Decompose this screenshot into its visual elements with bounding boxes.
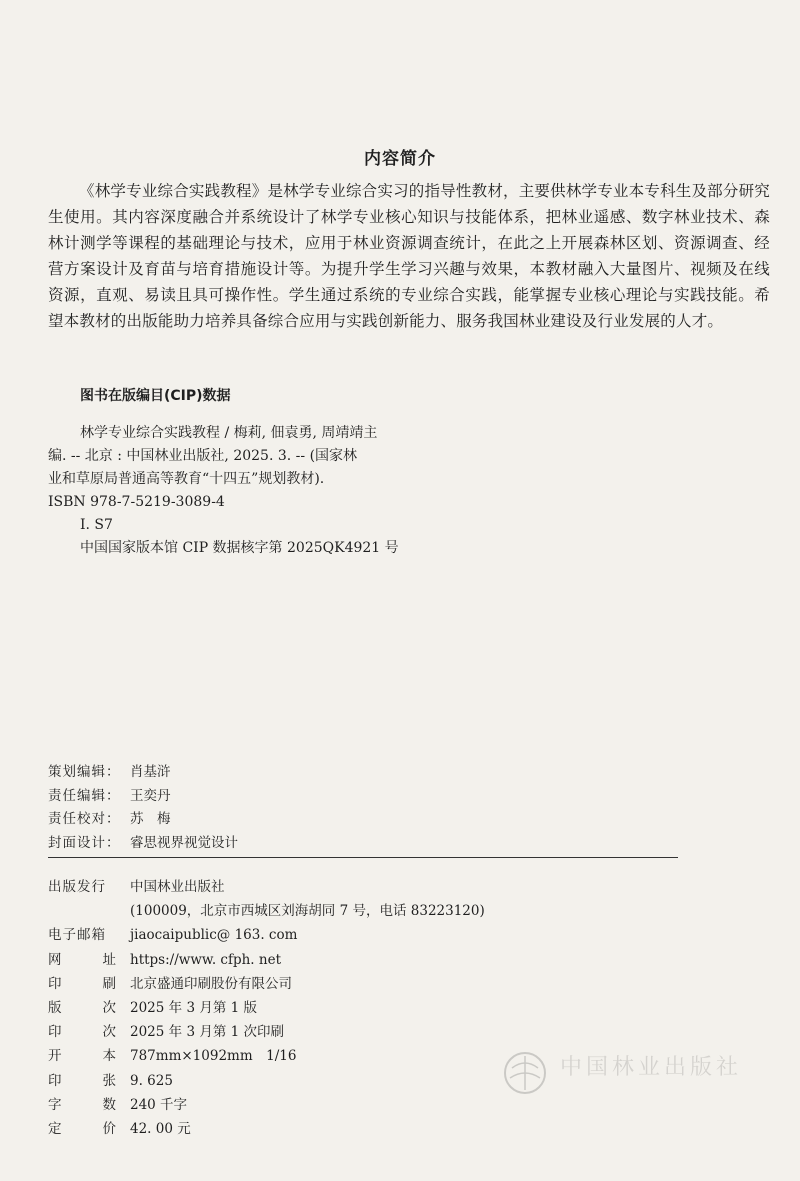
credit-row (48, 808, 448, 832)
pub-value: https://www. cfph. net (130, 951, 281, 968)
credit-label: 封面设计： (48, 834, 121, 851)
credit-label: 策划编辑： (48, 764, 121, 780)
pub-value: 787mm×1092mm 1/16 (130, 1048, 297, 1065)
credit-label: 责任编辑： (48, 787, 121, 804)
pub-value: jiaocaipublic@ 163. com (130, 927, 298, 944)
pub-label: 电子邮箱 (48, 927, 106, 944)
pub-label: 印 刷 (48, 975, 116, 992)
pub-label: 出版发行 (48, 879, 106, 895)
pub-row-publisher (48, 875, 648, 899)
credit-value: 王奕丹 (130, 787, 171, 804)
cip-isbn: ISBN 978-7-5219-3089-4 (48, 494, 225, 510)
summary-title: 内容简介 (364, 149, 436, 169)
pub-row-edition (48, 996, 648, 1020)
cip-line: 业和草原局普通高等教育“十四五”规划教材). (48, 471, 325, 487)
pub-row-email (48, 923, 648, 947)
publisher-watermark: 中国林业出版社 (560, 1055, 743, 1080)
pub-value: 42. 00 元 (130, 1121, 191, 1138)
pub-row-format (48, 1044, 648, 1068)
summary-body: 《林学专业综合实践教程》是林学专业综合实习的指导性教材，主要供林学专业本专科生及部分研究生使用。其内容深度融合并系统设计了林学专业核心知识与技能体系，把林业遥感、数字林业技术、森林计测学等课程的基础理论与技术，应用于林业资源调查统计，在此之上开展森林区划、资源调查、经营方案设计及育苗与培育措施设计等。为提升学生学习兴趣与效果，本教材融入大量图片、视频及在线资源，直观、易读且具可操作性。学生通过系统的专业综合实践，能掌握专业核心理论与实践技能。希望本教材的出版能助力培养具备综合应用与实践创新能力、服务我国林业建设及行业发展的人才。 (48, 182, 770, 330)
pub-value: 2025 年 3 月第 1 版 (130, 1000, 257, 1017)
cip-record (48, 422, 408, 560)
pub-label: 字 数 (48, 1096, 116, 1113)
pub-value: 2025 年 3 月第 1 次印刷 (130, 1024, 284, 1041)
cip-line: 林学专业综合实践教程 / 梅莉, 佃袁勇, 周靖靖主 (80, 425, 378, 441)
pub-value: 北京盛通印刷股份有限公司 (130, 975, 292, 992)
publication-info (48, 875, 648, 1141)
pub-row-address (48, 899, 648, 923)
cip-heading: 图书在版编目(CIP)数据 (80, 388, 231, 404)
pub-row-price (48, 1117, 648, 1141)
credit-label: 责任校对： (48, 811, 121, 827)
credit-row (48, 785, 448, 809)
credit-value: 苏 梅 (130, 811, 171, 827)
pub-label: 开 本 (48, 1048, 116, 1065)
pub-row-printing (48, 1020, 648, 1044)
editor-credits (48, 761, 448, 855)
credit-value: 睿思视界视觉设计 (130, 834, 238, 851)
pub-value: 9. 625 (130, 1072, 173, 1089)
credit-row (48, 761, 448, 785)
publisher-logo-icon (500, 1048, 550, 1098)
pub-label: 版 次 (48, 1000, 116, 1017)
pub-value: 240 千字 (130, 1096, 188, 1113)
pub-value: 中国林业出版社 (130, 879, 225, 895)
pub-label: 网 址 (48, 951, 116, 968)
credit-value: 肖基浒 (130, 764, 171, 780)
pub-row-printer (48, 972, 648, 996)
pub-label: 印 张 (48, 1072, 116, 1089)
credit-row (48, 832, 448, 856)
pub-row-words (48, 1093, 648, 1117)
pub-row-sheets (48, 1069, 648, 1093)
cip-class: Ⅰ. S7 (80, 517, 113, 533)
cip-line: 编. -- 北京 : 中国林业出版社, 2025. 3. -- (国家林 (48, 448, 358, 464)
pub-label: 印 次 (48, 1024, 116, 1041)
pub-address: (100009，北京市西城区刘海胡同 7 号，电话 83223120) (130, 903, 485, 920)
pub-label: 定 价 (48, 1121, 116, 1138)
cip-number: 中国国家版本馆 CIP 数据核字第 2025QK4921 号 (80, 540, 399, 556)
pub-row-web (48, 948, 648, 972)
section-divider (48, 857, 678, 858)
